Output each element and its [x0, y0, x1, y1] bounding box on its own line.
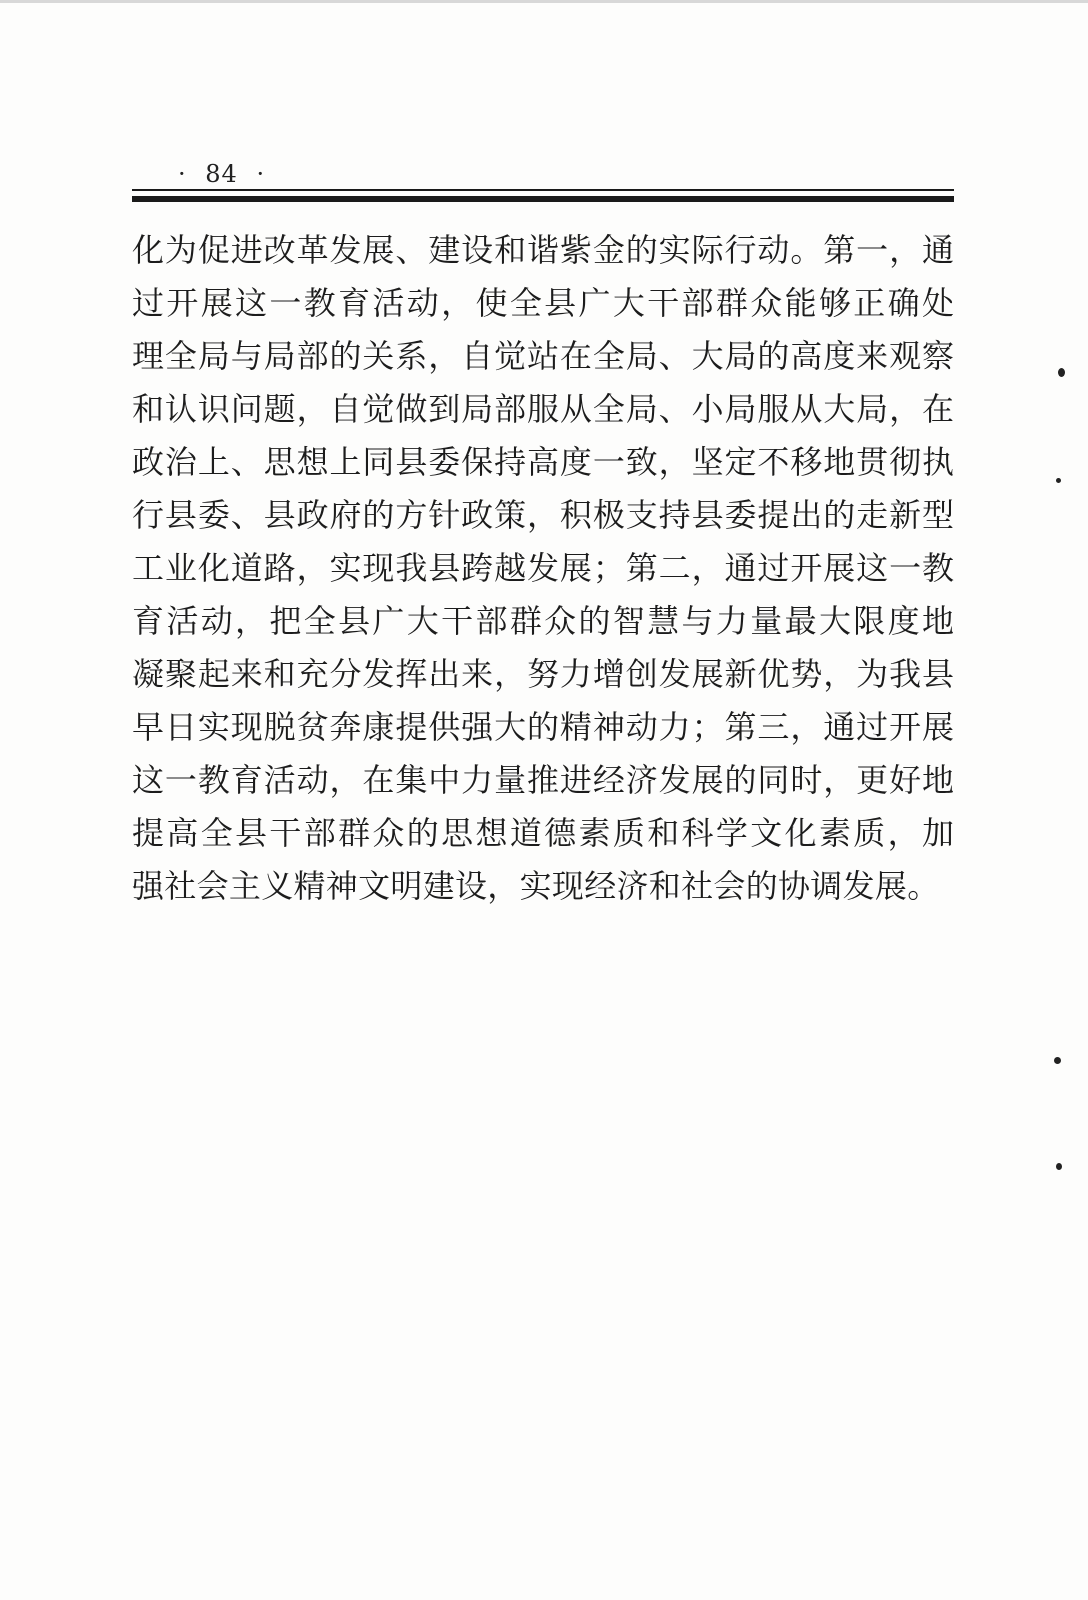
header-rule-thin	[132, 189, 954, 191]
header-rule-thick	[132, 196, 954, 202]
body-line: 育活动，把全县广大干部群众的智慧与力量最大限度地	[132, 602, 954, 640]
page-number-dot-left: ·	[178, 160, 187, 188]
body-line: 过开展这一教育活动，使全县广大干部群众能够正确处	[132, 284, 954, 322]
body-line: 提高全县干部群众的思想道德素质和科学文化素质，加	[132, 814, 954, 852]
scan-speck	[1058, 368, 1065, 377]
page-number: 84	[205, 160, 238, 188]
scan-edge	[0, 0, 1088, 3]
body-line: 理全局与局部的关系，自觉站在全局、大局的高度来观察	[132, 337, 954, 375]
body-line: 行县委、县政府的方针政策，积极支持县委提出的走新型	[132, 496, 954, 534]
body-line: 早日实现脱贫奔康提供强大的精神动力；第三，通过开展	[132, 708, 954, 746]
body-line: 强社会主义精神文明建设，实现经济和社会的协调发展。	[132, 867, 940, 905]
scan-speck	[1056, 478, 1061, 483]
body-line: 和认识问题，自觉做到局部服从全局、小局服从大局，在	[132, 390, 954, 428]
scan-speck	[1056, 1163, 1062, 1170]
body-line: 政治上、思想上同县委保持高度一致，坚定不移地贯彻执	[132, 443, 954, 481]
body-line: 凝聚起来和充分发挥出来，努力增创发展新优势，为我县	[132, 655, 954, 693]
scan-speck	[1054, 1057, 1061, 1064]
page-number-dot-right: ·	[256, 160, 266, 188]
body-line: 化为促进改革发展、建设和谐紫金的实际行动。第一，通	[132, 231, 954, 269]
body-line: 这一教育活动，在集中力量推进经济发展的同时，更好地	[132, 761, 954, 799]
body-paragraph	[132, 224, 954, 913]
running-head	[168, 160, 275, 188]
body-line: 工业化道路，实现我县跨越发展；第二，通过开展这一教	[132, 549, 954, 587]
